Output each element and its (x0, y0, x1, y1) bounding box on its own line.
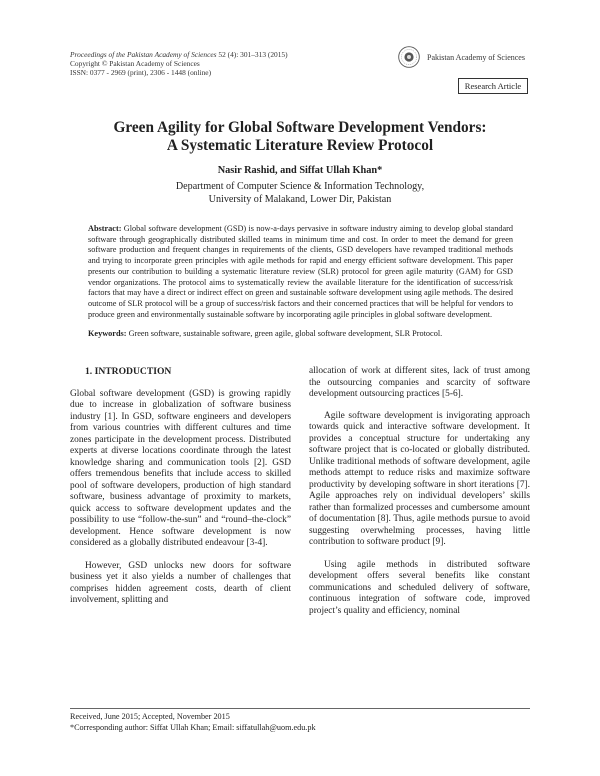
affiliation (70, 181, 530, 206)
volume-pages: 52 (4): 301–313 (2015) (216, 50, 288, 59)
affiliation-line-2: University of Malakand, Lower Dir, Pakistan (208, 193, 392, 205)
keywords (88, 329, 513, 340)
journal-citation (70, 50, 288, 59)
intro-paragraph-3: Agile software development is invigorating approach towards quick and interactive software development. It provides a conceptual structure for undertaking any software project that is co-located or globally distributed. Unlike traditional methods of software development, agile methods attempt to reduce risks and maximize software productivity by developing software in short iterations [7]. Agile approaches rely on individual developers’ skills rather than formalized processes and cumbersome amount of documentation [8]. Thus, agile methods pursue to avoid suggesting overwhelming processes, having little contribution to software product [9]. (309, 410, 530, 547)
keywords-text: Green software, sustainable software, green agile, global software development, SLR Protocol. (126, 329, 443, 338)
intro-paragraph-4: Using agile methods in distributed software development offers several benefits like constant communications and scheduled delivery of software, continuous integration of software code, improved project’s quality and efficiency, nominal (309, 559, 530, 616)
copyright-line: Copyright © Pakistan Academy of Sciences (70, 59, 200, 69)
intro-paragraph-2: However, GSD unlocks new doors for software business yet it also yields a number of challenges that comprises hidden agreement costs, dearth of client involvement, splitting and (70, 560, 291, 605)
title-line-2: A Systematic Literature Review Protocol (166, 137, 434, 154)
received-line: Received, June 2015; Accepted, November 2015 (70, 712, 230, 721)
issn-line: ISSN: 0377 - 2969 (print), 2306 - 1448 (online) (70, 68, 212, 78)
corresponding-author-line: *Corresponding author: Siffat Ullah Khan; Email: siffatullah@uom.edu.pk (70, 722, 316, 732)
authors: Nasir Rashid, and Siffat Ullah Khan* (217, 165, 383, 176)
abstract-text: Global software development (GSD) is now-a-days pervasive in software industry aiming to develop global standard software through geographically distributed skilled teams in minimum time and cost. In order to meet the demand for green software production and frequent changes in requirements of the clients, GSD developers have revamped traditional methods and trying to incorporate green principles with agile methods for rapid and energy efficient software development. This paper presents our contribution to building a systematic literature review (SLR) protocol for green agile maturity (GAM) for GSD vendor organizations. The protocol aims to systematically review the available literature for the identification of success/risk factors that may have a direct or indirect effect on green and sustainable software development using agile methods. The desired outcome of SLR protocol will be a group of success/risk factors and their concerned practices that will be helpful for vendors to produce green and environmentally sustainable software by incorporating agile principles in global software development. (88, 224, 513, 319)
article-type-badge: Research Article (458, 78, 528, 94)
right-column (309, 366, 530, 628)
footnote (70, 712, 316, 733)
abstract-label: Abstract: (88, 224, 122, 233)
journal-name: Proceedings of the Pakistan Academy of Sciences (70, 50, 217, 59)
keywords-label: Keywords: (88, 329, 127, 338)
paper-title (70, 119, 530, 155)
intro-paragraph-2-continued: allocation of work at different sites, lack of trust among the outsourcing companies and scarcity of software development outsourcing practices [5-6]. (309, 366, 530, 399)
title-line-1: Green Agility for Global Software Development Vendors: (113, 119, 487, 136)
left-column (70, 366, 291, 618)
journal-header (70, 50, 288, 78)
abstract (88, 224, 513, 320)
org-name: Pakistan Academy of Sciences (427, 53, 525, 62)
section-heading-introduction: 1. INTRODUCTION (85, 366, 172, 377)
academy-logo-icon (398, 46, 420, 68)
footnote-divider (70, 708, 530, 709)
affiliation-line-1: Department of Computer Science & Information Technology, (175, 181, 425, 192)
intro-paragraph-1: Global software development (GSD) is growing rapidly due to increase in globalization of software business industry [1]. In GSD, software engineers and developers from various countries with different cultures and time zones participate in the development process. Distributed experts at diverse locations coordinate through the latest knowledge sharing and communication tools [2]. GSD offers tremendous benefits that include access to skilled pool of software developers, production of high standard software, business advantage of proximity to markets, quick access to software development updates and the possibility to use “follow-the-sun” and “round–the-clock” development. Hence software development is now considered as a globally distributed endeavour [3-4]. (70, 388, 291, 548)
